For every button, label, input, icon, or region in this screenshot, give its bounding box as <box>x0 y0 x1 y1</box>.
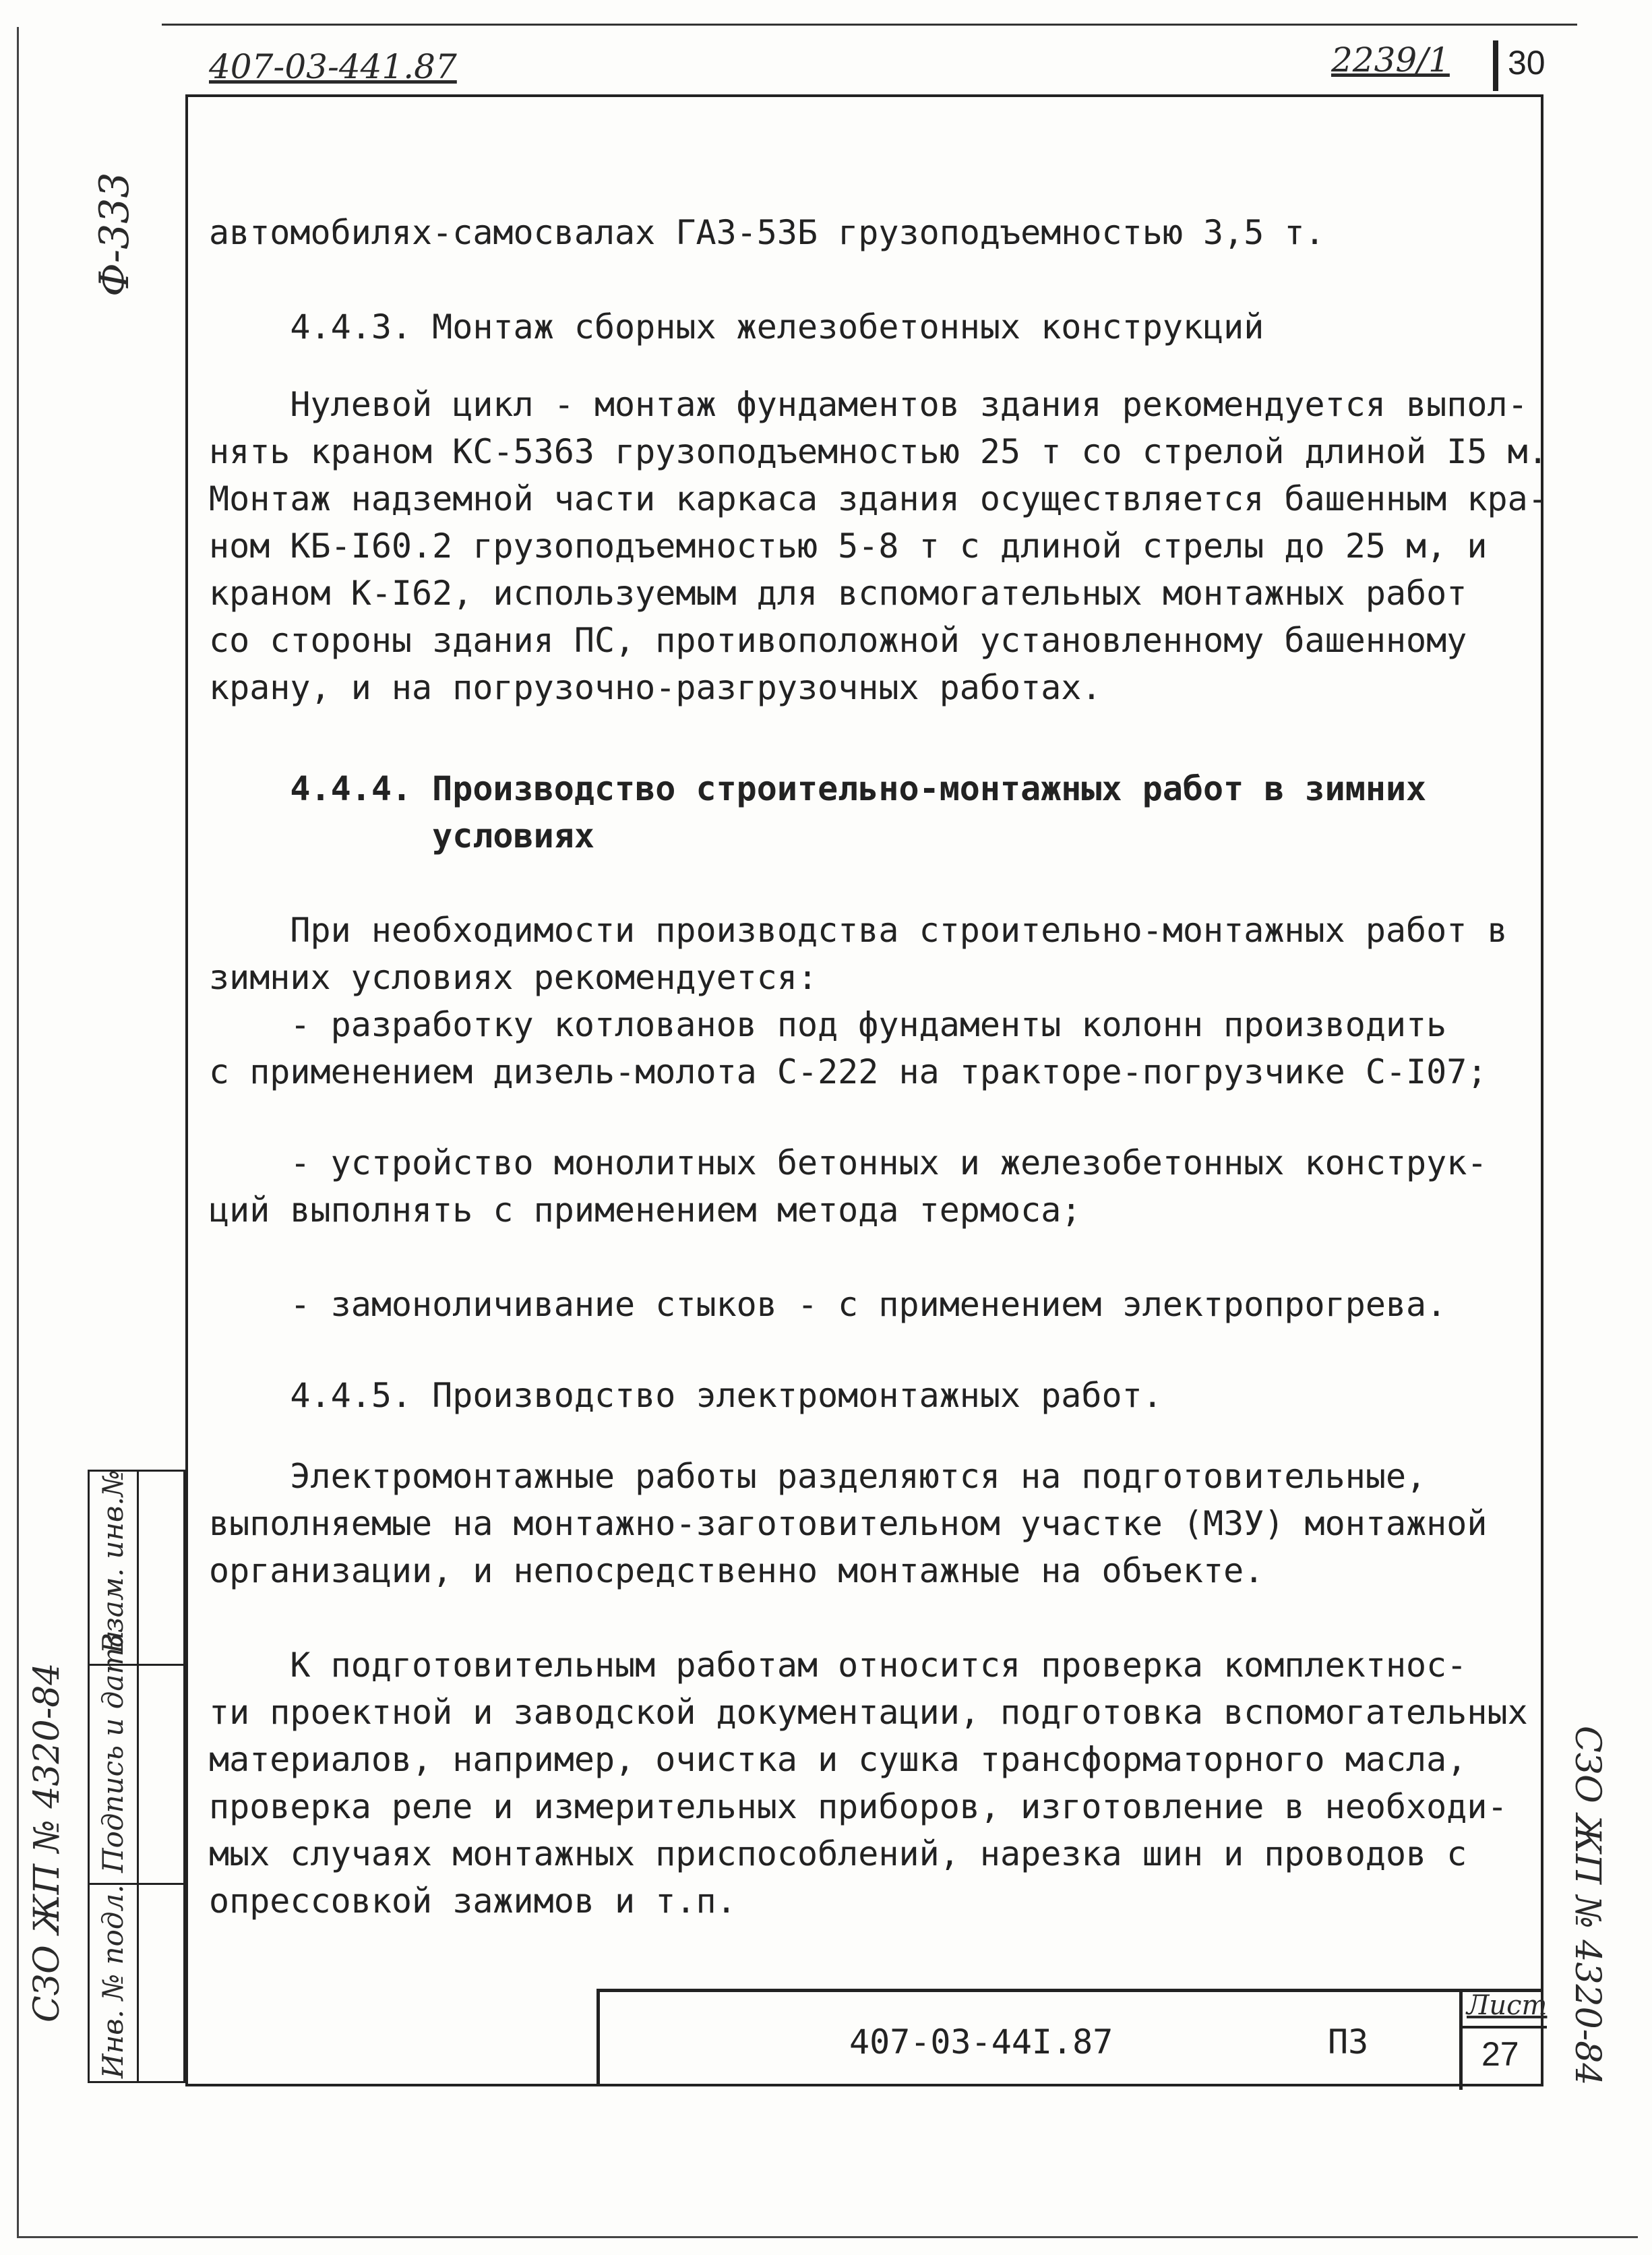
stamp-vzam-label: Взам. инв.№ <box>96 1470 129 1654</box>
paragraph-intro: автомобилях-самосвалах ГАЗ-53Б грузоподъемностью 3,5 т. <box>209 213 1325 252</box>
title-block <box>596 1989 1548 2086</box>
stamp-inventory-label: Инв. № подл. <box>96 1884 129 2078</box>
doc-code-handwritten: 407-03-441.87 <box>209 47 457 86</box>
paragraph-winter: При необходимости производства строительно-монтажных работ в зимних условиях рекомендуется: - разработку котлованов под фундаменты колонн производить с применением дизель-молота С-222 на тракторе-погрузчике С-I07; <box>209 911 1508 1091</box>
approval-stamp <box>88 1470 185 2083</box>
heading-4-4-4: 4.4.4. Производство строительно-монтажных работ в зимних условиях <box>290 769 1427 855</box>
title-block-section: ПЗ <box>1328 2022 1369 2062</box>
paragraph-preparatory: К подготовительным работам относится проверка комплектнос- ти проектной и заводской документации, подготовка вспомогательных материалов, например, очистка и сушка трансформаторного масла, проверка реле и измерительных приборов, изготовление в необходи- мых случаях монтажных приспособлений, нарезка шин и проводов с опрессовкой зажимов и т.п. <box>209 1646 1528 1921</box>
margin-stamp: Ф-333 <box>91 172 138 297</box>
sheet-divider <box>1463 2026 1547 2028</box>
page-number: 30 <box>1508 44 1546 82</box>
paragraph-monolithic: - устройство монолитных бетонных и железобетонных конструк- ций выполнять с применением метода термоса; <box>209 1143 1488 1230</box>
top-rule <box>162 24 1577 26</box>
page-number-box <box>1493 40 1550 91</box>
heading-4-4-3: 4.4.3. Монтаж сборных железобетонных конструкций <box>209 307 1264 347</box>
paragraph-electrical: Электромонтажные работы разделяются на подготовительные, выполняемые на монтажно-заготовительном участке (МЗУ) монтажной организации, и непосредственно монтажные на объекте. <box>209 1457 1488 1590</box>
stamp-column-divider <box>137 1472 139 2081</box>
sheet-number: 27 <box>1481 2035 1519 2073</box>
paragraph-assembly: Нулевой цикл - монтаж фундаментов здания рекомендуется выпол- нять краном КС-5363 грузоподъемностью 25 т со стрелой длиной I5 м. Монтаж надземной части каркаса здания осуществляется башенным кра- ном КБ-I60.2 грузоподъемностью 5-8 т с длиной стрелы до 25 м, и краном К-I62, используемым для вспомогательных монтажных работ со стороны здания ПС, противоположной установленному башенному крану, и на погрузочно-разгрузочных работах. <box>209 385 1548 707</box>
paragraph-joints: - замоноличивание стыков - с применением электропрогрева. <box>209 1285 1447 1324</box>
side-note-right: СЗО ЖП № 4320-84 <box>1567 1726 1608 2086</box>
stamp-signature-label: Подпись и дата <box>96 1630 129 1873</box>
inventory-number-handwritten: 2239/1 <box>1331 40 1450 80</box>
sheet-label: Лист <box>1467 1990 1548 2021</box>
side-note-left: СЗО ЖП № 4320-84 <box>27 1662 67 2022</box>
sheet-box <box>1459 1989 1547 2090</box>
heading-4-4-5: 4.4.5. Производство электромонтажных работ. <box>209 1376 1163 1415</box>
title-block-code: 407-03-44I.87 <box>849 2022 1113 2062</box>
